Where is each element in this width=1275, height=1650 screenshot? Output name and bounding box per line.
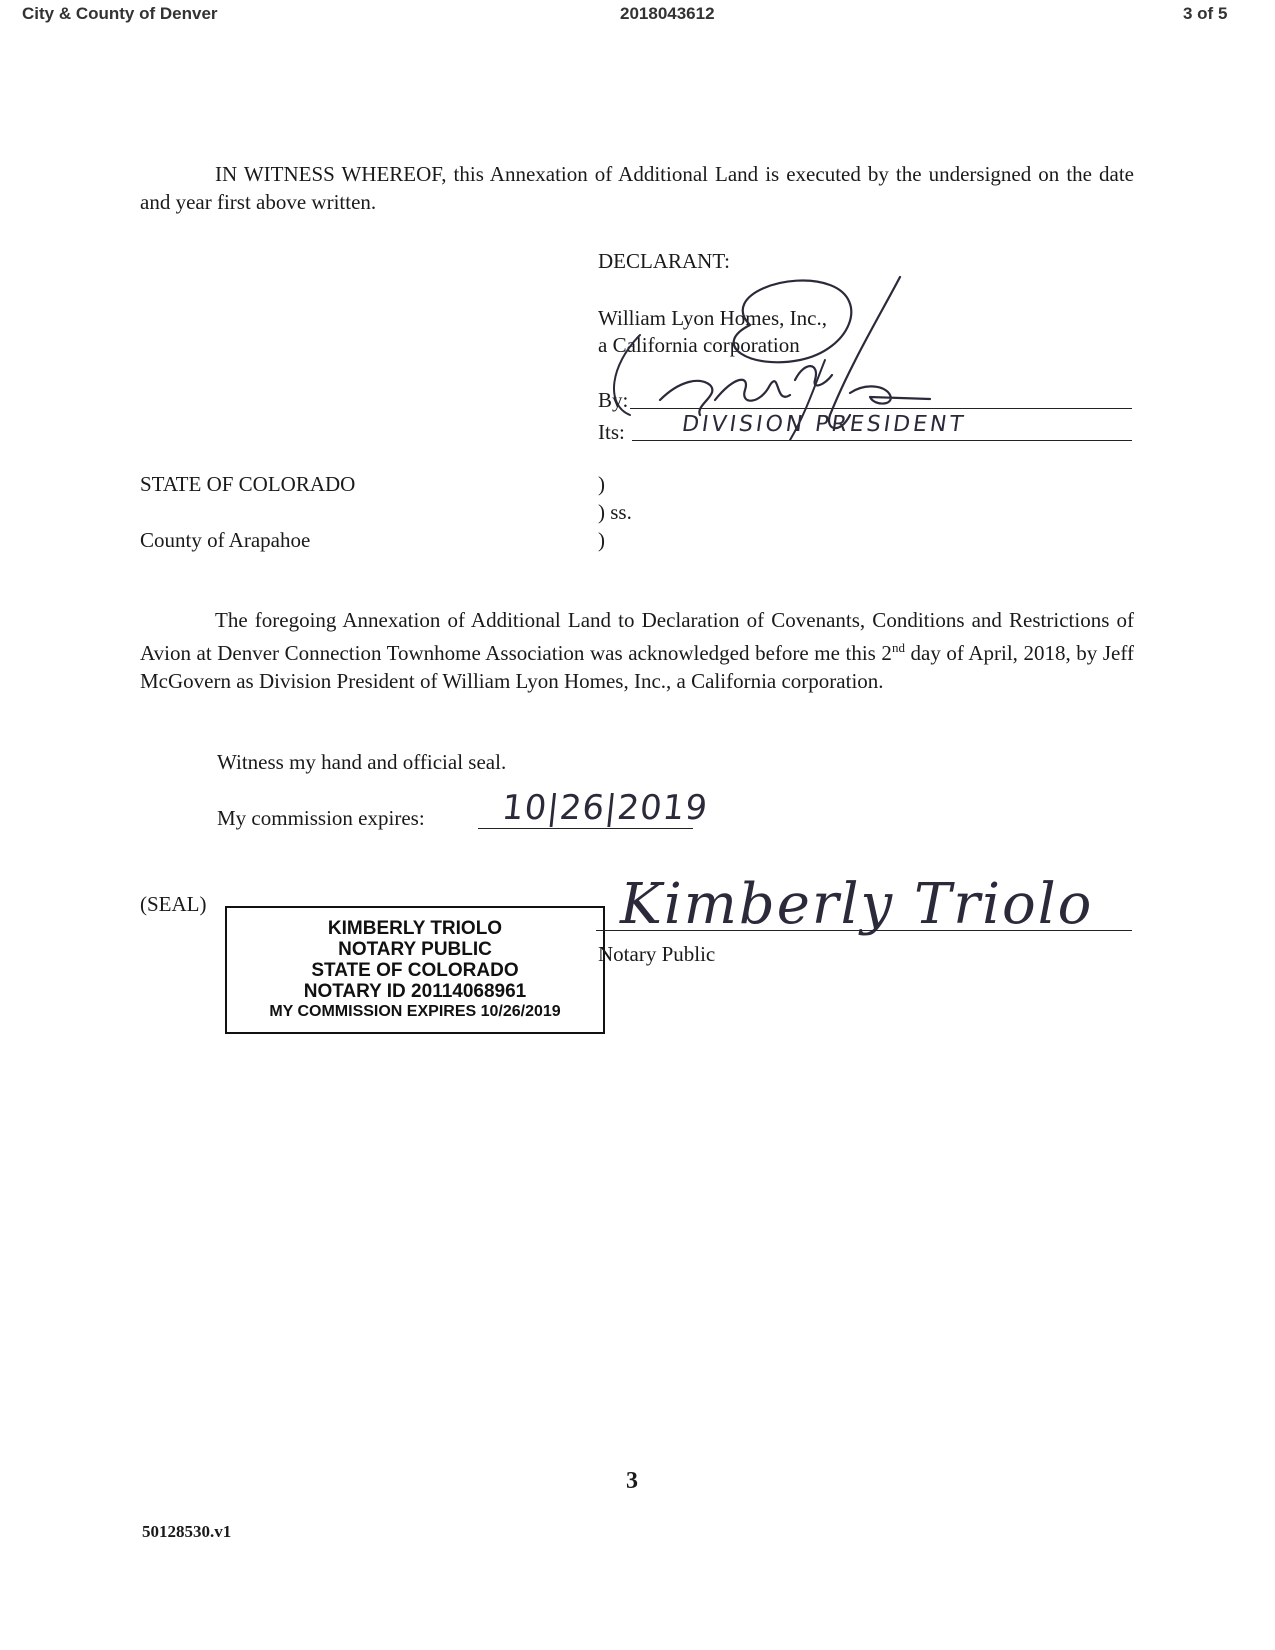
by-label: By:: [598, 388, 629, 412]
acknowledgment-text-after: day of April, 2018, by Jeff McGovern as Division President of William Lyon Homes, Inc., a California corporation.: [140, 641, 1134, 693]
page-number: 3: [626, 1468, 638, 1494]
witness-paragraph: IN WITNESS WHEREOF, this Annexation of Additional Land is executed by the undersigned on the date and year first above written.: [140, 162, 1134, 214]
commission-label: My commission expires:: [217, 806, 425, 830]
declarant-heading: DECLARANT:: [598, 249, 730, 273]
commission-handwritten-date: 10|26|2019: [499, 788, 711, 828]
header-page-count: 3 of 5: [1183, 4, 1228, 23]
declarant-company-type: a California corporation: [598, 333, 800, 357]
venue-county: County of Arapahoe: [140, 528, 311, 552]
stamp-line-title: NOTARY PUBLIC: [338, 939, 492, 960]
notary-stamp: [225, 906, 605, 1034]
venue-ss: ) ss.: [598, 500, 632, 524]
document-id: 50128530.v1: [142, 1522, 232, 1541]
stamp-line-state: STATE OF COLORADO: [311, 960, 519, 981]
venue-paren-bottom: ): [598, 528, 605, 552]
acknowledgment-ordinal-suffix: nd: [891, 640, 905, 655]
declarant-company: William Lyon Homes, Inc.,: [598, 306, 827, 330]
declarant-signature-image: [600, 265, 960, 455]
notary-signature: Kimberly Triolo: [620, 872, 1094, 937]
its-label: Its:: [598, 420, 625, 444]
stamp-line-notary-id: NOTARY ID 20114068961: [303, 981, 527, 1002]
venue-paren-top: ): [598, 472, 605, 496]
acknowledgment-text-before: The foregoing Annexation of Additional Land to Declaration of Covenants, Conditions and Restrictions of Avion at Denver Connection Townhome Association was acknowledged before me this 2: [140, 608, 1134, 665]
its-handwritten-title: DIVISION PRESIDENT: [680, 412, 968, 437]
commission-line: [478, 828, 693, 829]
notary-public-label: Notary Public: [598, 942, 716, 966]
header-reception-number: 2018043612: [620, 4, 715, 23]
seal-label: (SEAL): [140, 892, 207, 916]
stamp-line-name: KIMBERLY TRIOLO: [327, 918, 503, 939]
header-county: City & County of Denver: [22, 4, 218, 23]
acknowledgment-paragraph: [140, 606, 1134, 695]
venue-state: STATE OF COLORADO: [140, 472, 356, 496]
stamp-line-commission: MY COMMISSION EXPIRES 10/26/2019: [269, 1003, 561, 1020]
witness-hand-line: Witness my hand and official seal.: [217, 750, 507, 774]
